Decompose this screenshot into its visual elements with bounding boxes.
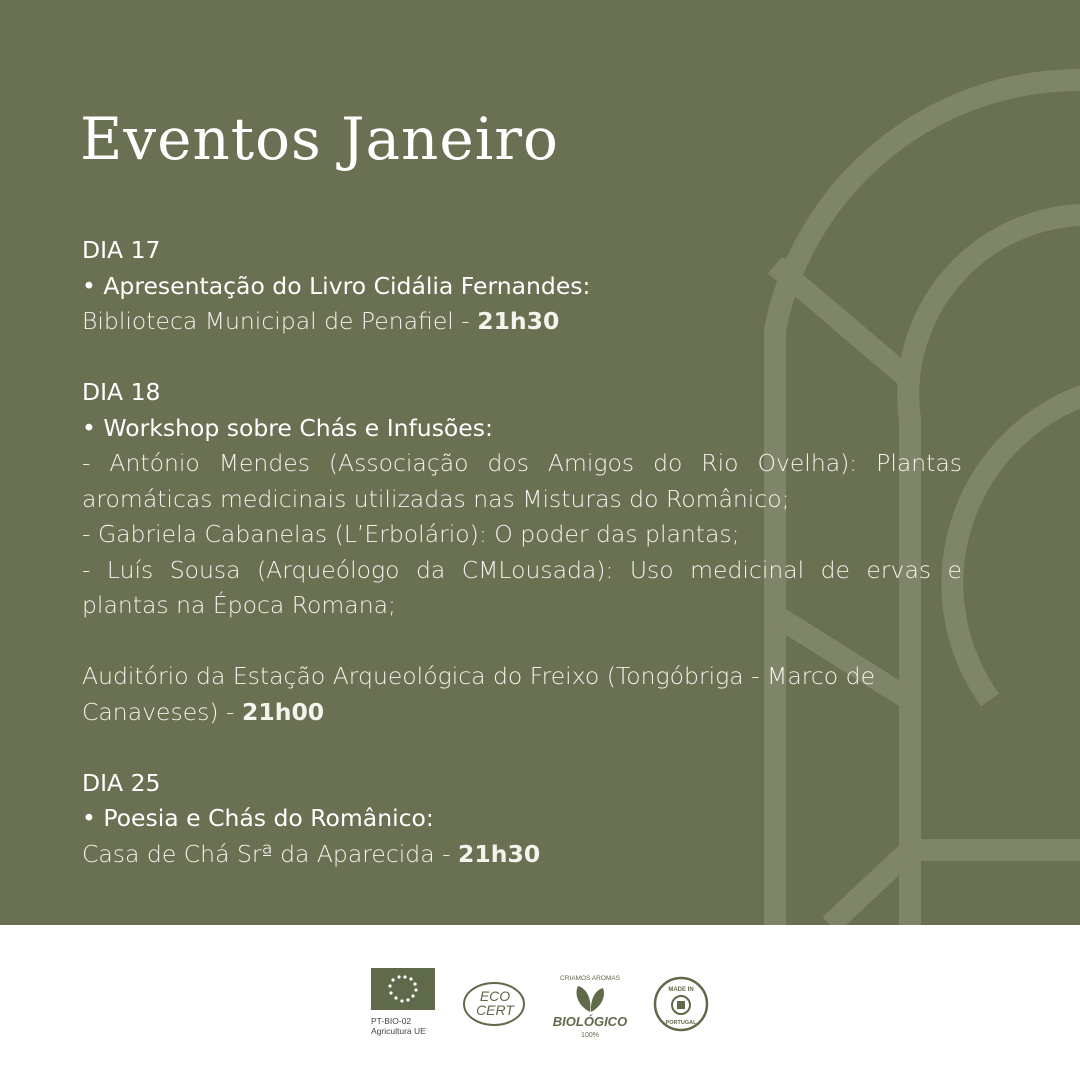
eu-code: PT-BIO-02 <box>371 1016 412 1026</box>
bio-sub-text: 100% <box>581 1032 599 1039</box>
page-title: Eventos Janeiro <box>80 105 559 173</box>
event-day: DIA 25 <box>82 768 161 797</box>
event-day: DIA 17 <box>82 236 161 264</box>
biologico-logo <box>540 966 640 1040</box>
event-heading: • Poesia e Chás do Românico: <box>82 804 434 832</box>
event-venue: Casa de Chá Srª da Aparecida - <box>82 839 459 868</box>
eu-organic-leaf-icon <box>371 968 435 1010</box>
made-in-portugal-seal-icon <box>653 976 709 1032</box>
portugal-text: PORTUGAL <box>665 1020 697 1026</box>
made-in-text: MADE IN <box>668 987 694 993</box>
spacer <box>82 340 962 376</box>
event-day: DIA 18 <box>82 378 161 406</box>
ecocert-text-2: CERT <box>476 1002 514 1018</box>
event-venue: Auditório da Estação Arqueológica do Freixo (Tongóbriga - Marco de Canaveses) - <box>82 662 876 726</box>
event-venue: Biblioteca Municipal de Penafiel - <box>82 307 478 335</box>
bio-main-text: BIOLÓGICO <box>552 1014 628 1029</box>
events-list <box>82 233 962 872</box>
event-venue-line <box>82 837 962 873</box>
eu-agriculture: Agricultura UE <box>371 1026 426 1036</box>
event-time: 21h00 <box>242 697 325 726</box>
spacer <box>82 624 962 660</box>
event-heading: • Apresentação do Livro Cidália Fernandes: <box>82 271 591 300</box>
event-venue-line <box>82 659 962 730</box>
event-talk: - Gabriela Cabanelas (L’Erbolário): O poder das plantas; <box>82 520 740 548</box>
event-venue-line <box>82 304 962 340</box>
ecocert-text-1: ECO <box>479 988 511 1004</box>
event-talk: - António Mendes (Associação dos Amigos do Rio Ovelha): Plantas aromáticas medicinais utilizadas nas Misturas do Românico; <box>82 449 962 513</box>
eu-organic-caption <box>371 1016 426 1036</box>
event-time: 21h30 <box>458 839 541 868</box>
spacer <box>82 730 962 766</box>
event-heading: • Workshop sobre Chás e Infusões: <box>82 413 493 442</box>
bio-top-text: CRIAMOS AROMAS <box>560 975 620 982</box>
ecocert-logo <box>462 980 528 1028</box>
event-time: 21h30 <box>477 307 560 335</box>
event-talk: - Luís Sousa (Arqueólogo da CMLousada): Uso medicinal de ervas e plantas na Época Romana; <box>82 555 962 619</box>
